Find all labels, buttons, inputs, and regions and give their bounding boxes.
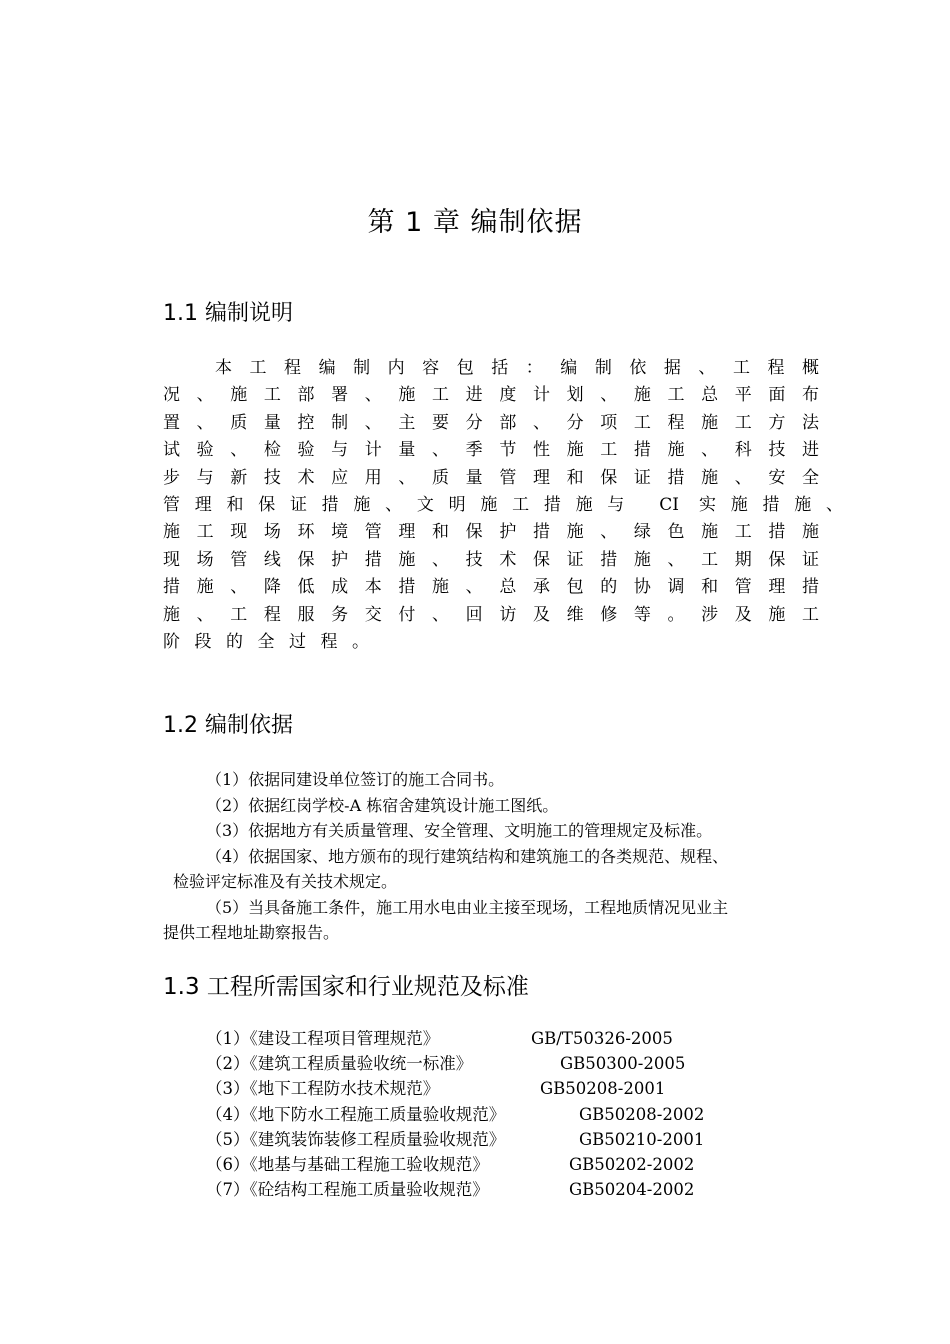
paragraph-line: 管理和保证措施、文明施工措施与 CI 实施措施、	[163, 495, 843, 516]
compilation-basis-list	[163, 767, 843, 946]
standard-row	[206, 1127, 705, 1152]
list-item: （2）依据红岗学校-A 栋宿舍建筑设计施工图纸。	[206, 795, 559, 815]
paragraph-line: 本工程编制内容包括：编制依据、工程概	[215, 358, 819, 378]
section-heading-1-2: 1.2 编制依据	[163, 713, 293, 738]
list-item: （3）依据地方有关质量管理、安全管理、文明施工的管理规定及标准。	[206, 821, 713, 840]
standard-title: （5）《建筑装饰装修工程质量验收规范》	[206, 1129, 506, 1149]
standard-title: （1）《建设工程项目管理规范》	[206, 1029, 440, 1048]
standard-row	[206, 1177, 695, 1202]
paragraph-line: 况、施工部署、施工进度计划、施工总平面布	[163, 385, 819, 406]
chapter-title: 第 1 章 编制依据	[367, 207, 583, 238]
standard-title: （7）《砼结构工程施工质量验收规范》	[206, 1180, 489, 1200]
paragraph-line: 阶段的全过程。	[163, 632, 384, 653]
section-heading-1-3: 1.3 工程所需国家和行业规范及标准	[163, 974, 529, 1000]
standard-code: GB/T50326-2005	[531, 1029, 673, 1048]
list-item: （5）当具备施工条件，施工用水电由业主接至现场，工程地质情况见业主	[206, 897, 729, 917]
list-item: （1）依据同建设单位签订的施工合同书。	[206, 770, 505, 789]
paragraph-line: 现场管线保护措施、技术保证措施、工期保证	[163, 549, 819, 570]
standard-code: GB50202-2002	[569, 1154, 695, 1174]
standard-title: （6）《地基与基础工程施工验收规范》	[206, 1154, 489, 1174]
paragraph-line: 置、质量控制、主要分部、分项工程施工方法	[163, 412, 819, 433]
paragraph-line: 步与新技术应用、质量管理和保证措施、安全	[163, 467, 819, 488]
standard-row	[206, 1102, 705, 1127]
standard-code: GB50300-2005	[560, 1054, 686, 1074]
standard-code: GB50204-2002	[569, 1180, 695, 1200]
section-heading-1-1: 1.1 编制说明	[163, 301, 293, 326]
compilation-description-paragraph	[163, 355, 843, 656]
standard-row	[206, 1076, 666, 1101]
list-item-continuation: 检验评定标准及有关技术规定。	[173, 872, 398, 891]
standard-row	[206, 1152, 695, 1177]
paragraph-line: 施、工程服务交付、回访及维修等。涉及施工	[163, 604, 819, 625]
paragraph-line: 措施、降低成本措施、总承包的协调和管理措	[163, 577, 819, 598]
standard-row	[206, 1026, 673, 1051]
standard-code: GB50208-2002	[579, 1104, 705, 1124]
standard-title: （3）《地下工程防水技术规范》	[206, 1079, 440, 1099]
list-item: （4）依据国家、地方颁布的现行建筑结构和建筑施工的各类规范、规程、	[206, 846, 729, 866]
standards-list	[206, 1026, 705, 1202]
list-item-continuation: 提供工程地址勘察报告。	[163, 923, 340, 942]
paragraph-line: 试验、检验与计量、季节性施工措施、科技进	[163, 440, 819, 461]
standard-code: GB50210-2001	[579, 1129, 705, 1149]
standard-code: GB50208-2001	[540, 1079, 666, 1099]
paragraph-line: 施工现场环境管理和保护措施、绿色施工措施	[163, 522, 819, 543]
standard-row	[206, 1051, 686, 1076]
standard-title: （4）《地下防水工程施工质量验收规范》	[206, 1104, 506, 1124]
standard-title: （2）《建筑工程质量验收统一标准》	[206, 1054, 473, 1074]
